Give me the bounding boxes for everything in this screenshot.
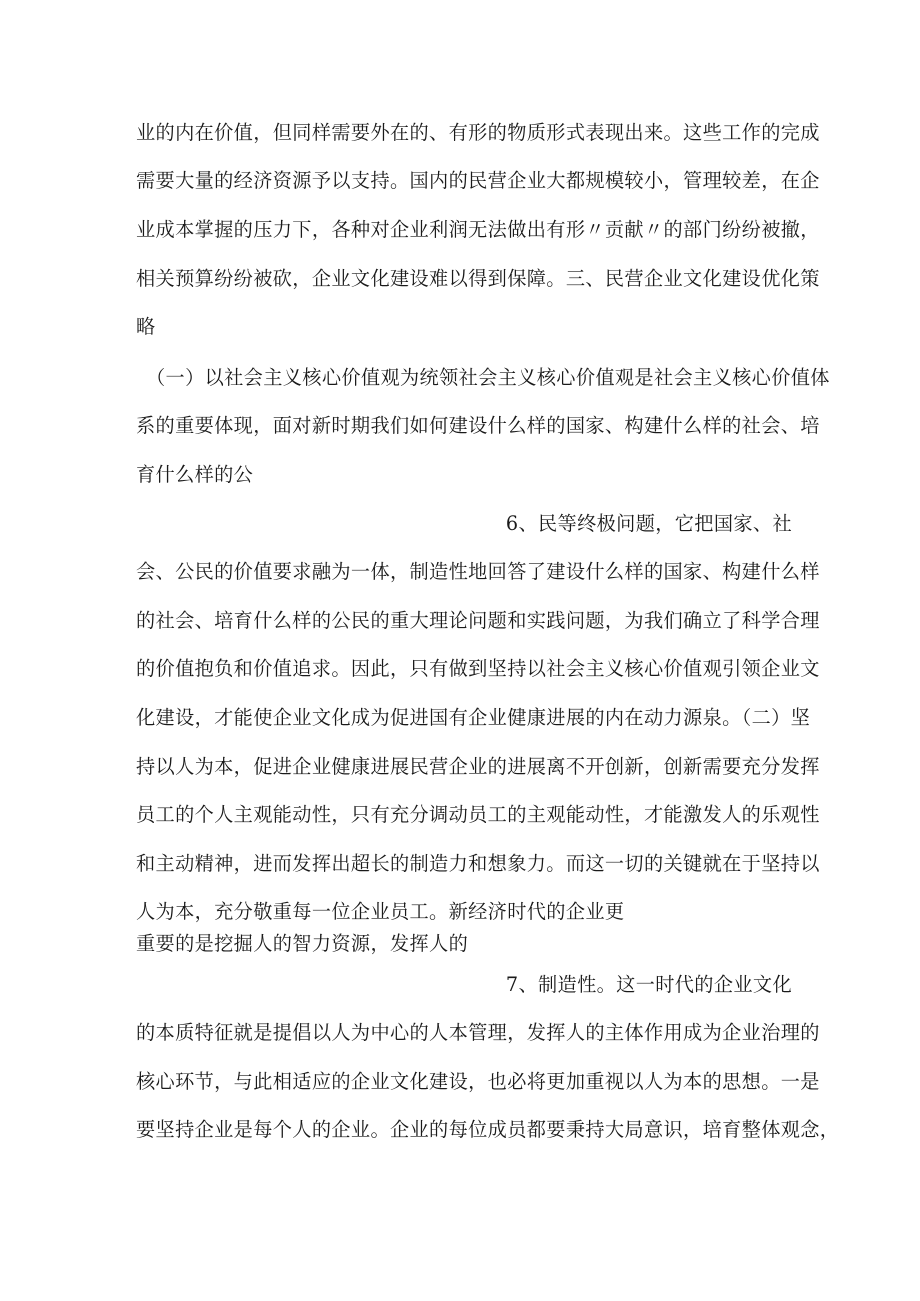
body-text-line: 略: [136, 315, 156, 338]
body-text-line: 和主动精神，进而发挥出超长的制造力和想象力。而这一切的关键就在于坚持以: [136, 852, 820, 875]
body-text-line: 系的重要体现，面对新时期我们如何建设什么样的国家、构建什么样的社会、培: [136, 414, 820, 437]
body-text-line: 业的内在价值，但同样需要外在的、有形的物质形式表现出来。这些工作的完成: [136, 121, 820, 144]
body-text-line: 的价值抱负和价值追求。因此，只有做到坚持以社会主义核心价值观引领企业文: [136, 657, 820, 680]
body-text-line: 员工的个人主观能动性，只有充分调动员工的主观能动性，才能激发人的乐观性: [136, 803, 820, 826]
body-text-line: 业成本掌握的压力下，各种对企业利润无法做出有形〃贡献〃的部门纷纷被撤，: [136, 218, 820, 241]
body-text-line: 会、公民的价值要求融为一体，制造性地回答了建设什么样的国家、构建什么样: [136, 560, 820, 583]
body-text-line: 相关预算纷纷被砍，企业文化建设难以得到保障。三、民营企业文化建设优化策: [136, 267, 820, 290]
body-text-line: 需要大量的经济资源予以支持。国内的民营企业大都规模较小，管理较差，在企: [136, 169, 820, 192]
body-text-line: 的本质特征就是提倡以人为中心的人本管理，发挥人的主体作用成为企业治理的: [136, 1021, 820, 1044]
body-text-line: 的社会、培育什么样的公民的重大理论问题和实践问题，为我们确立了科学合理: [136, 609, 820, 632]
numbered-fragment-line: 7、制造性。这一时代的企业文化: [505, 973, 792, 996]
numbered-fragment-line: 6、民等终极问题，它把国家、社: [505, 512, 792, 535]
body-text-line: 重要的是挖掘人的智力资源，发挥人的: [136, 932, 469, 955]
body-text-line: 人为本，充分敬重每一位企业员工。新经济时代的企业更: [136, 900, 625, 923]
body-text-line: 育什么样的公: [136, 463, 254, 486]
body-text-line: 要坚持企业是每个人的企业。企业的每位成员都要秉持大局意识，培育整体观念，: [136, 1118, 840, 1141]
body-text-line: 核心环节，与此相适应的企业文化建设，也必将更加重视以人为本的思想。一是: [136, 1070, 820, 1093]
body-text-line: 化建设，才能使企业文化成为促进国有企业健康进展的内在动力源泉。（二）坚: [136, 706, 811, 729]
section-heading-line: （一）以社会主义核心价值观为统领社会主义核心价值观是社会主义核心价值体: [146, 366, 830, 389]
body-text-line: 持以人为本，促进企业健康进展民营企业的进展离不开创新，创新需要充分发挥: [136, 755, 820, 778]
